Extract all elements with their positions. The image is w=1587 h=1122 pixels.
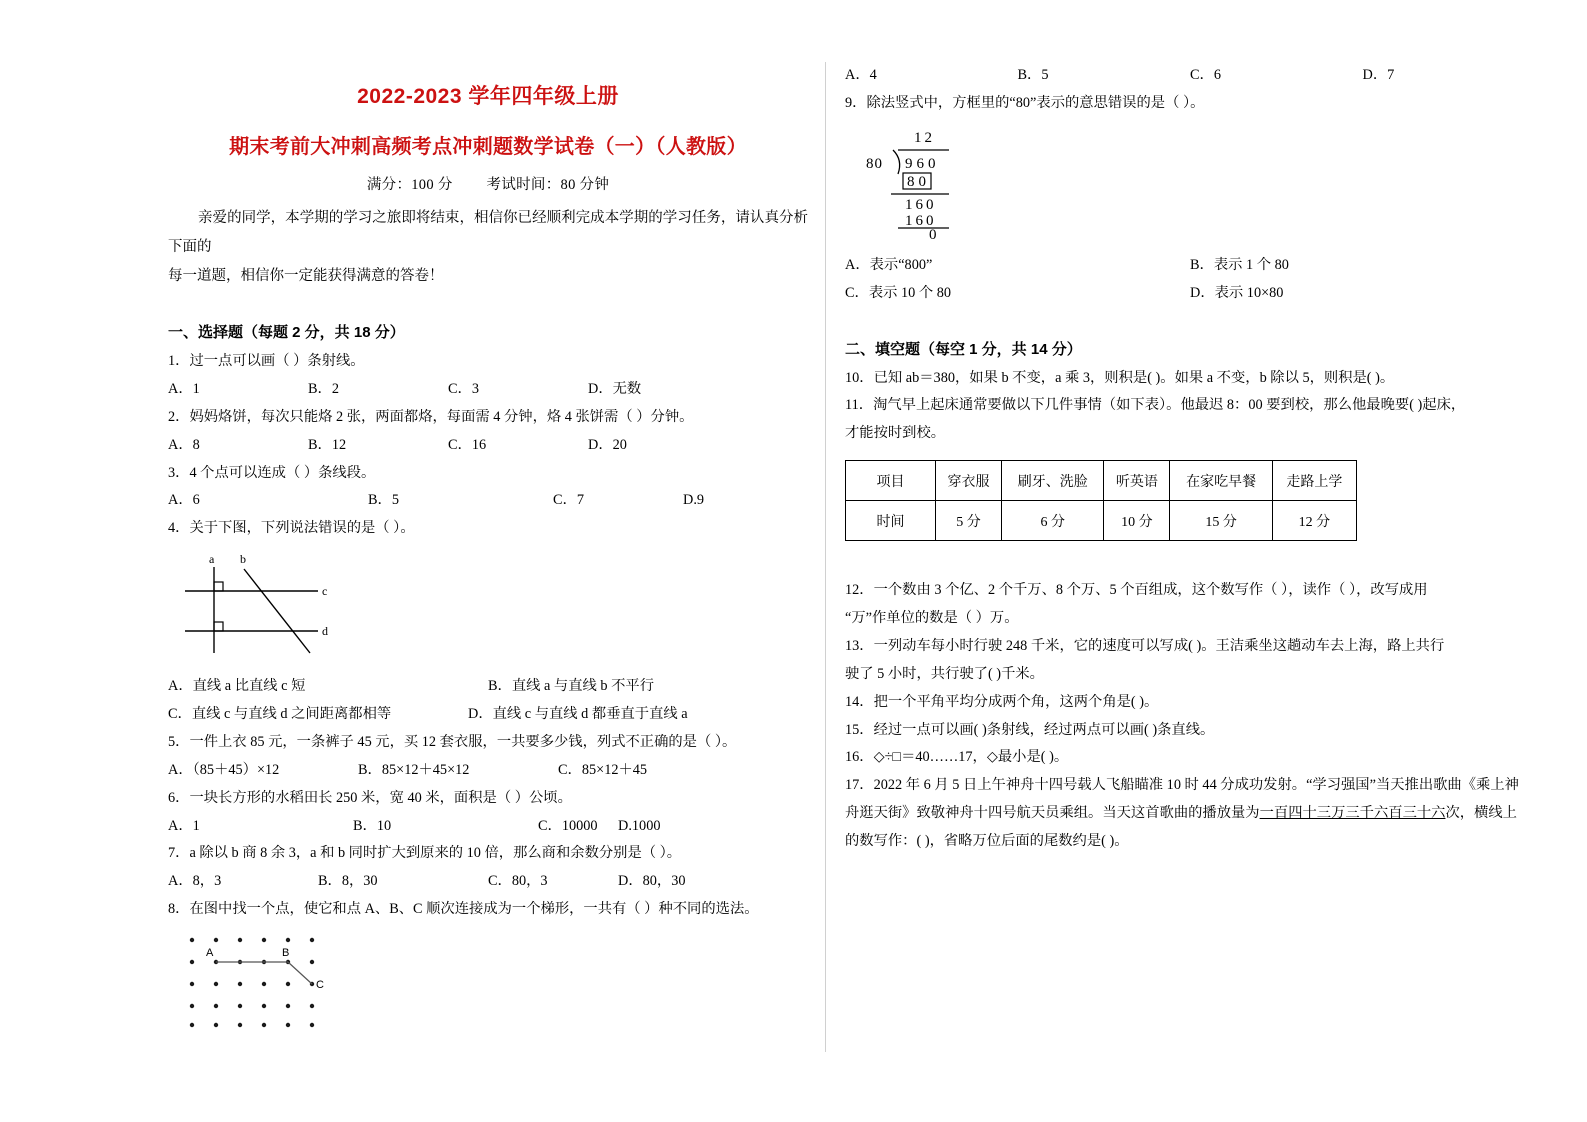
question-4-options-row1 — [168, 673, 808, 701]
question-17-line-3: 的数写作：( )，省略万位后面的尾数约是( )。 — [845, 833, 1129, 849]
table-cell-item: 穿衣服 — [936, 461, 1002, 501]
option-b[interactable]: B．8，30 — [318, 873, 378, 890]
table-row-times — [846, 501, 1357, 541]
option-d[interactable]: D．表示 10×80 — [1190, 284, 1284, 301]
division-quotient: 12 — [914, 129, 935, 146]
label-B: B — [282, 947, 290, 959]
option-a[interactable]: A．6 — [168, 492, 200, 509]
option-b[interactable]: B．2 — [308, 380, 339, 397]
option-c[interactable]: C．6 — [1190, 67, 1221, 83]
table-row-items — [846, 461, 1357, 501]
question-16: 16．◇÷□＝40……17，◇最小是( )。 — [845, 749, 1069, 766]
table-cell-time: 6 分 — [1002, 501, 1104, 541]
question-2-stem: 2．妈妈烙饼，每次只能烙 2 张，两面都烙，每面需 4 分钟，烙 4 张饼需（ ）分钟。 — [168, 408, 694, 425]
option-c[interactable]: C．85×12＋45 — [558, 761, 648, 778]
option-a[interactable]: A．直线 a 比直线 c 短 — [168, 678, 306, 695]
column-divider — [825, 62, 826, 1052]
table-cell-time: 15 分 — [1170, 501, 1272, 541]
label-C: C — [316, 979, 324, 991]
question-4-figure — [182, 553, 808, 663]
table-cell-item: 刷牙、洗脸 — [1002, 461, 1104, 501]
label-d: d — [322, 624, 328, 639]
question-6-options — [168, 813, 808, 841]
question-10: 10．已知 ab＝380，如果 b 不变，a 乘 3，则积是( )。如果 a 不变，b 除以 5，则积是( )。 — [845, 369, 1395, 386]
option-d[interactable]: D．直线 c 与直线 d 都垂直于直线 a — [468, 706, 688, 722]
label-a: a — [209, 553, 215, 567]
question-7-stem: 7．a 除以 b 商 8 余 3，a 和 b 同时扩大到原来的 10 倍，那么商和余数分别是（ ）。 — [168, 845, 682, 862]
page-title-line1: 2022-2023 学年四年级上册 — [357, 85, 619, 108]
question-6-stem: 6．一块长方形的水稻田长 250 米，宽 40 米，面积是（ ）公顷。 — [168, 789, 572, 806]
question-3-options — [168, 487, 808, 515]
option-c[interactable]: C．表示 10 个 80 — [845, 284, 952, 301]
table-cell-item: 在家吃早餐 — [1170, 461, 1272, 501]
question-1-stem: 1．过一点可以画（ ）条射线。 — [168, 353, 365, 369]
exam-meta — [168, 173, 808, 194]
question-5-stem: 5．一件上衣 85 元，一条裤子 45 元，买 12 套衣服，一共要多少钱，列式不正确的是（ ）。 — [168, 733, 737, 750]
question-9-options-row1 — [845, 252, 1535, 280]
option-c[interactable]: C．10000 — [538, 817, 598, 834]
question-7-options — [168, 868, 808, 896]
question-9-figure — [853, 126, 1535, 246]
table-cell-time: 12 分 — [1272, 501, 1356, 541]
question-17-line-2 — [845, 800, 1535, 828]
left-column — [168, 62, 808, 1039]
option-a[interactable]: A．8，3 — [168, 873, 222, 890]
question-11-line-2: 才能按时到校。 — [845, 425, 946, 442]
option-c[interactable]: C．80，3 — [488, 873, 548, 890]
exam-time-label: 考试时间：80 分钟 — [486, 177, 610, 193]
option-a[interactable]: A．表示“800” — [845, 256, 933, 273]
intro-paragraph — [168, 204, 808, 291]
table-header-label: 项目 — [846, 461, 936, 501]
dot-grid-diagram — [182, 930, 332, 1030]
option-c[interactable]: C．3 — [448, 380, 479, 397]
question-13-line-1: 13．一列动车每小时行驶 248 千米，它的速度可以写成( )。王洁乘坐这趟动车去上海，路上共行 — [845, 637, 1445, 654]
option-b[interactable]: B．12 — [308, 436, 347, 453]
question-2-options — [168, 432, 808, 460]
parallel-lines-diagram — [182, 553, 357, 658]
option-d[interactable]: D．80，30 — [618, 873, 686, 890]
section-1-heading: 一、选择题（每题 2 分，共 18 分） — [168, 324, 405, 341]
option-b[interactable]: B．直线 a 与直线 b 不平行 — [488, 678, 654, 695]
option-b[interactable]: B．5 — [1017, 67, 1049, 83]
question-9-stem: 9．除法竖式中，方框里的“80”表示的意思错误的是（ ）。 — [845, 94, 1205, 111]
option-c[interactable]: C．16 — [448, 436, 487, 453]
section-2-heading: 二、填空题（每空 1 分，共 14 分） — [845, 340, 1082, 358]
question-8-stem: 8．在图中找一个点，使它和点 A、B、C 顺次连接成为一个梯形，一共有（ ）种不同的选法。 — [168, 901, 759, 918]
question-12-line-2: “万”作单位的数是（ ）万。 — [845, 610, 1019, 626]
question-8-options — [845, 62, 1535, 90]
division-dividend: 960 — [905, 155, 940, 172]
option-c[interactable]: C．7 — [553, 492, 584, 509]
option-d[interactable]: D．20 — [588, 436, 627, 453]
option-a[interactable]: A．8 — [168, 436, 200, 453]
table-cell-item: 走路上学 — [1272, 461, 1356, 501]
option-b[interactable]: B．10 — [353, 817, 392, 834]
option-d[interactable]: D．7 — [1362, 67, 1395, 83]
division-remainder: 0 — [929, 226, 937, 241]
option-b[interactable]: B．表示 1 个 80 — [1190, 256, 1289, 273]
table-cell-item: 听英语 — [1104, 461, 1170, 501]
option-d[interactable]: D.9 — [683, 492, 705, 509]
question-5-options — [168, 757, 808, 785]
option-a[interactable]: A．1 — [168, 817, 200, 834]
question-3-stem: 3．4 个点可以连成（ ）条线段。 — [168, 464, 376, 481]
question-4-stem: 4．关于下图，下列说法错误的是（ ）。 — [168, 520, 415, 537]
option-c[interactable]: C．直线 c 与直线 d 之间距离都相等 — [168, 706, 392, 722]
division-step-1: 80 — [907, 173, 930, 190]
question-8-figure — [182, 930, 808, 1035]
question-9-options-row2 — [845, 280, 1535, 308]
question-11-line-1: 11．淘气早上起床通常要做以下几件事情（如下表）。他最迟 8：00 要到校，那么他最晚要( )起床， — [845, 397, 1466, 414]
option-d[interactable]: D.1000 — [618, 817, 661, 834]
division-step-2: 160 — [905, 196, 937, 213]
right-column — [845, 62, 1535, 856]
q17-underlined-number: 一百四十三万三千六百三十六 — [1259, 805, 1446, 822]
long-division-diagram — [853, 126, 993, 241]
label-c: c — [322, 584, 328, 599]
label-b: b — [240, 553, 246, 567]
label-A: A — [206, 947, 214, 959]
option-a[interactable]: A．1 — [168, 380, 200, 397]
question-1-options — [168, 376, 808, 404]
question-14: 14．把一个平角平均分成两个角，这两个角是( )。 — [845, 693, 1159, 710]
table-cell-time: 10 分 — [1104, 501, 1170, 541]
question-12-line-1: 12．一个数由 3 个亿、2 个千万、8 个万、5 个百组成，这个数写作（ ），读作（ ），改写成用 — [845, 582, 1428, 599]
question-13-line-2: 驶了 5 小时，共行驶了( )千米。 — [845, 665, 1044, 682]
option-b[interactable]: B．85×12＋45×12 — [358, 761, 470, 778]
option-a[interactable]: A．4 — [845, 67, 877, 83]
option-b[interactable]: B．5 — [368, 492, 399, 509]
division-step-3: 160 — [905, 212, 937, 229]
question-17-line-1: 17．2022 年 6 月 5 日上午神舟十四号载人飞船瞄准 10 时 44 分成功发射。“学习强国”当天推出歌曲《乘上神 — [845, 777, 1519, 794]
q17-text-after: 次，横线上 — [1445, 805, 1517, 822]
page-title-line2: 期末考前大冲刺高频考点冲刺题数学试卷（一）（人教版） — [229, 136, 747, 158]
q17-text-before: 舟逛天街》致敬神舟十四号航天员乘组。当天这首歌曲的播放量为 — [845, 805, 1260, 822]
table-cell-time: 5 分 — [936, 501, 1002, 541]
intro-line-1: 亲爱的同学，本学期的学习之旅即将结束，相信你已经顺利完成本学期的学习任务，请认真分析下面的 — [168, 210, 808, 255]
full-score-label: 满分：100 分 — [366, 177, 453, 193]
question-11-table — [845, 460, 1357, 541]
intro-line-2: 每一道题，相信你一定能获得满意的答卷！ — [168, 268, 444, 284]
question-15: 15．经过一点可以画( )条射线，经过两点可以画( )条直线。 — [845, 721, 1215, 738]
option-a[interactable]: A．（85＋45）×12 — [168, 761, 280, 778]
table-header-label: 时间 — [846, 501, 936, 541]
option-d[interactable]: D．无数 — [588, 380, 642, 397]
question-4-options-row2 — [168, 701, 808, 729]
division-divisor: 80 — [866, 155, 883, 172]
